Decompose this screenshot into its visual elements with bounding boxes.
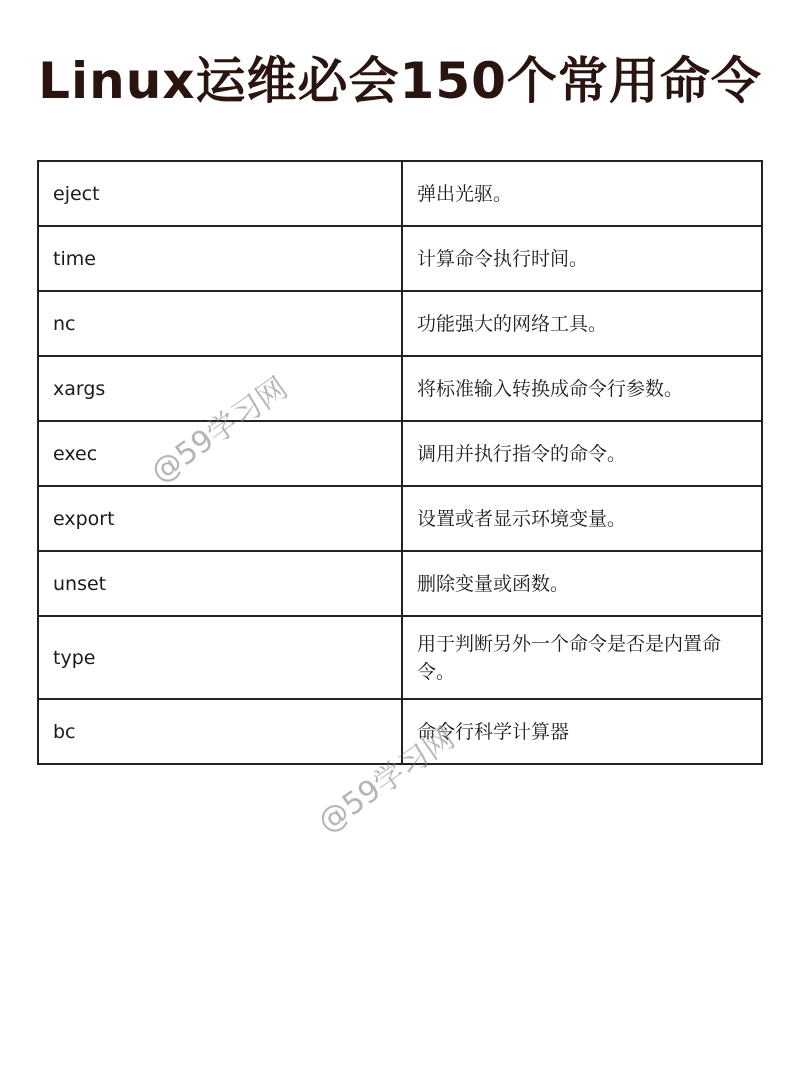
command-cell: nc xyxy=(38,291,402,356)
command-cell: export xyxy=(38,486,402,551)
command-table xyxy=(37,160,763,765)
command-cell: unset xyxy=(38,551,402,616)
command-cell: xargs xyxy=(38,356,402,421)
description-cell: 计算命令执行时间。 xyxy=(402,226,762,291)
description-cell: 弹出光驱。 xyxy=(402,161,762,226)
table-row xyxy=(38,421,762,486)
description-cell: 删除变量或函数。 xyxy=(402,551,762,616)
command-cell: time xyxy=(38,226,402,291)
table-row xyxy=(38,486,762,551)
table-row xyxy=(38,226,762,291)
description-cell: 调用并执行指令的命令。 xyxy=(402,421,762,486)
description-cell: 功能强大的网络工具。 xyxy=(402,291,762,356)
page-title: Linux运维必会150个常用命令 xyxy=(38,52,762,110)
table-row xyxy=(38,161,762,226)
description-cell: 命令行科学计算器 xyxy=(402,699,762,764)
table-row xyxy=(38,551,762,616)
table-row xyxy=(38,356,762,421)
command-cell: bc xyxy=(38,699,402,764)
command-cell: exec xyxy=(38,421,402,486)
watermark: @59学习网 xyxy=(311,720,462,841)
table-row xyxy=(38,291,762,356)
watermark: @59学习网 xyxy=(144,370,295,491)
table-row xyxy=(38,699,762,764)
command-cell: eject xyxy=(38,161,402,226)
description-cell: 将标准输入转换成命令行参数。 xyxy=(402,356,762,421)
description-cell: 设置或者显示环境变量。 xyxy=(402,486,762,551)
command-cell: type xyxy=(38,616,402,699)
table-row xyxy=(38,616,762,699)
description-cell: 用于判断另外一个命令是否是内置命令。 xyxy=(402,616,762,699)
